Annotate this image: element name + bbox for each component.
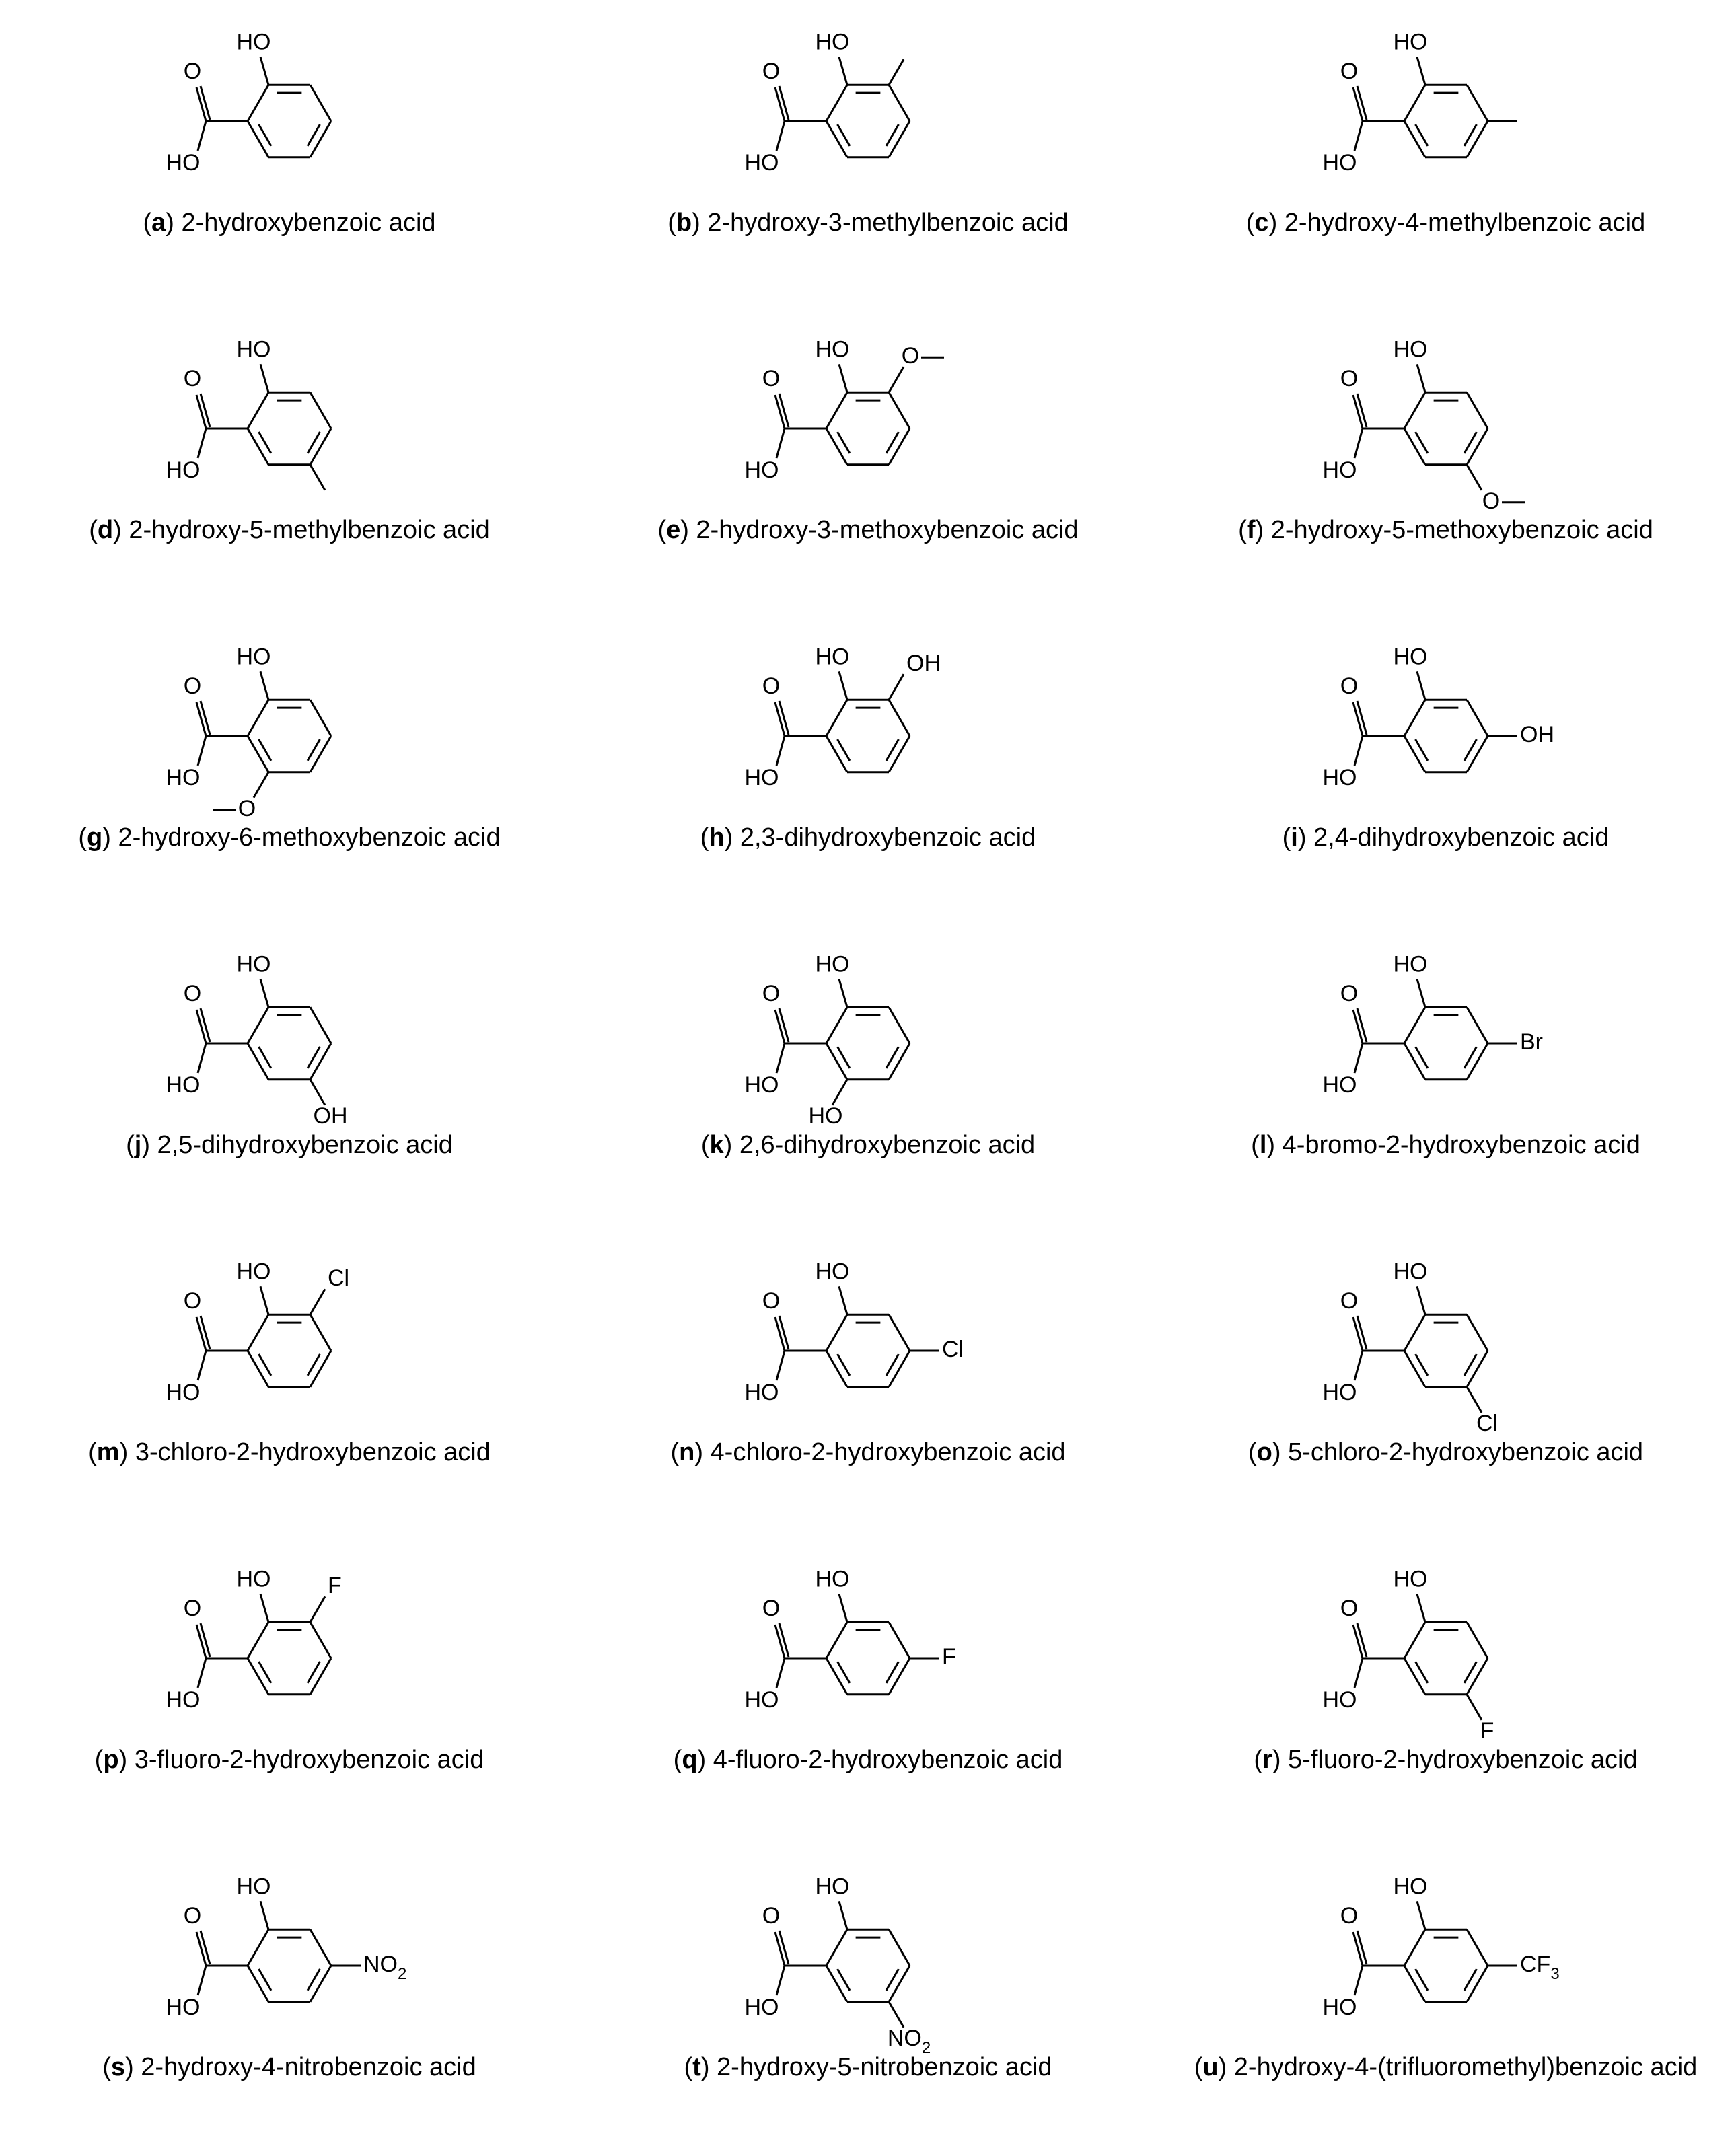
compound-letter: b: [676, 209, 692, 237]
carboxylic-oh-label: HO: [166, 1686, 201, 1713]
carbonyl-oxygen-label: O: [183, 1902, 202, 1929]
compound-label: (f) 2-hydroxy-5-methoxybenzoic acid: [1238, 516, 1653, 544]
compound-label: (u) 2-hydroxy-4-(trifluoromethyl)benzoic acid: [1194, 2053, 1698, 2081]
structure-m: [114, 1243, 464, 1445]
carbonyl-oxygen-label: O: [1340, 1288, 1358, 1314]
compound-name: 2-hydroxy-4-methylbenzoic acid: [1284, 209, 1646, 237]
compound-name: 2-hydroxy-4-nitrobenzoic acid: [141, 2053, 476, 2081]
hydroxyl-label: HO: [815, 1566, 850, 1592]
hydroxyl-label: HO: [1393, 951, 1427, 977]
structure-g: [114, 628, 464, 830]
compound-label: (o) 5-chloro-2-hydroxybenzoic acid: [1248, 1438, 1644, 1466]
hydroxyl-label: HO: [815, 336, 850, 363]
compound-letter: i: [1291, 823, 1298, 852]
compound-name: 2-hydroxy-3-methoxybenzoic acid: [696, 516, 1079, 544]
hydroxyl-label: HO: [1393, 644, 1427, 670]
carboxylic-oh-label: HO: [744, 457, 779, 483]
structure-k: [693, 936, 1043, 1138]
compound-name: 3-chloro-2-hydroxybenzoic acid: [135, 1438, 491, 1466]
structure-a: [114, 13, 464, 215]
compound-label: (t) 2-hydroxy-5-nitrobenzoic acid: [684, 2053, 1052, 2081]
carboxylic-oh-label: HO: [744, 1072, 779, 1098]
compound-letter: c: [1254, 209, 1269, 237]
hydroxyl-label: HO: [815, 951, 850, 977]
carboxylic-oh-label: HO: [1322, 1072, 1357, 1098]
carboxylic-oh-label: HO: [1322, 764, 1357, 790]
compound-label: (s) 2-hydroxy-4-nitrobenzoic acid: [102, 2053, 476, 2081]
carboxylic-oh-label: HO: [166, 1072, 201, 1098]
structure-i: [1271, 628, 1621, 830]
compound-label: (n) 4-chloro-2-hydroxybenzoic acid: [670, 1438, 1066, 1466]
structure-o: [1271, 1243, 1621, 1445]
hydroxyl-label: HO: [1393, 29, 1427, 55]
compound-letter: q: [682, 1746, 698, 1774]
structure-e: [693, 321, 1043, 523]
compound-g: [0, 615, 579, 922]
carbonyl-oxygen-label: O: [183, 1595, 202, 1621]
compound-letter: n: [679, 1438, 695, 1466]
carbonyl-oxygen-label: O: [1340, 1595, 1358, 1621]
compound-n: [579, 1230, 1157, 1537]
compound-k: [579, 922, 1157, 1230]
carboxylic-oh-label: HO: [166, 1379, 201, 1405]
hydroxyl-label: HO: [1393, 1259, 1427, 1285]
methoxy-oxygen-label: O: [1482, 488, 1500, 514]
hydroxyl-label: HO: [815, 1259, 850, 1285]
compound-label: (g) 2-hydroxy-6-methoxybenzoic acid: [78, 823, 501, 852]
compound-name: 2,4-dihydroxybenzoic acid: [1313, 823, 1610, 852]
compound-name: 3-fluoro-2-hydroxybenzoic acid: [134, 1746, 484, 1774]
substituent-label: $CF_3$: [1519, 1951, 1560, 1983]
compound-letter: j: [134, 1131, 142, 1159]
structure-q: [693, 1551, 1043, 1752]
compound-name: 4-chloro-2-hydroxybenzoic acid: [710, 1438, 1066, 1466]
structure-f: [1271, 321, 1621, 523]
structure-b: [693, 13, 1043, 215]
carboxylic-oh-label: HO: [166, 1994, 201, 2020]
compound-name: 5-chloro-2-hydroxybenzoic acid: [1288, 1438, 1644, 1466]
structure-u: [1271, 1858, 1621, 2060]
compound-label: (a) 2-hydroxybenzoic acid: [143, 209, 436, 237]
compound-u: [1157, 1845, 1734, 2152]
substituent-label: F: [328, 1573, 342, 1599]
carbonyl-oxygen-label: O: [762, 58, 781, 84]
compound-o: [1157, 1230, 1734, 1537]
compound-c: [1157, 0, 1734, 307]
compound-letter: t: [692, 2053, 701, 2081]
substituent-label: Br: [1519, 1029, 1543, 1055]
compound-d: [0, 307, 579, 615]
compound-name: 2-hydroxy-5-methoxybenzoic acid: [1270, 516, 1653, 544]
compound-letter: g: [87, 823, 103, 852]
compound-name: 2,5-dihydroxybenzoic acid: [157, 1131, 453, 1159]
compound-label: (l) 4-bromo-2-hydroxybenzoic acid: [1251, 1131, 1640, 1159]
carboxylic-oh-label: HO: [744, 1379, 779, 1405]
carboxylic-oh-label: HO: [1322, 1686, 1357, 1713]
compound-letter: m: [96, 1438, 120, 1466]
carbonyl-oxygen-label: O: [1340, 1902, 1358, 1929]
substituent-label: $NO_2$: [363, 1951, 407, 1983]
substituent-label: OH: [313, 1103, 348, 1129]
substituent-label: OH: [1519, 721, 1554, 747]
carbonyl-oxygen-label: O: [762, 980, 781, 1006]
compound-letter: k: [709, 1131, 724, 1159]
carboxylic-oh-label: HO: [166, 149, 201, 176]
hydroxyl-label: HO: [815, 1873, 850, 1900]
compound-name: 2-hydroxy-4-(trifluoromethyl)benzoic acid: [1233, 2053, 1698, 2081]
compound-h: [579, 615, 1157, 922]
hydroxyl-label: HO: [1393, 336, 1427, 363]
compound-letter: l: [1259, 1131, 1267, 1159]
compound-letter: a: [151, 209, 166, 237]
compound-i: [1157, 615, 1734, 922]
carbonyl-oxygen-label: O: [1340, 980, 1358, 1006]
compound-name: 2-hydroxy-3-methylbenzoic acid: [707, 209, 1069, 237]
hydroxyl-label: HO: [815, 644, 850, 670]
hydroxyl-label: HO: [236, 336, 271, 363]
carbonyl-oxygen-label: O: [762, 1902, 781, 1929]
substituent-label: Cl: [1476, 1410, 1498, 1436]
compound-l: [1157, 922, 1734, 1230]
carbonyl-oxygen-label: O: [762, 1595, 781, 1621]
compound-label: (e) 2-hydroxy-3-methoxybenzoic acid: [657, 516, 1079, 544]
compound-q: [579, 1537, 1157, 1845]
substituent-label: OH: [906, 650, 941, 677]
carbonyl-oxygen-label: O: [1340, 58, 1358, 84]
compound-name: 2,6-dihydroxybenzoic acid: [739, 1131, 1036, 1159]
structure-l: [1271, 936, 1621, 1138]
structure-j: [114, 936, 464, 1138]
hydroxyl-label: HO: [236, 644, 271, 670]
compound-b: [579, 0, 1157, 307]
carbonyl-oxygen-label: O: [183, 1288, 202, 1314]
compound-name: 2-hydroxy-5-nitrobenzoic acid: [717, 2053, 1052, 2081]
compound-label: (h) 2,3-dihydroxybenzoic acid: [700, 823, 1036, 852]
compound-label: (i) 2,4-dihydroxybenzoic acid: [1282, 823, 1610, 852]
compound-name: 2-hydroxy-6-methoxybenzoic acid: [118, 823, 501, 852]
hydroxyl-label: HO: [236, 1259, 271, 1285]
substituent-label: $NO_2$: [887, 2025, 931, 2057]
substituent-label: Cl: [942, 1336, 964, 1362]
carbonyl-oxygen-label: O: [762, 1288, 781, 1314]
carboxylic-oh-label: HO: [166, 457, 201, 483]
compound-name: 5-fluoro-2-hydroxybenzoic acid: [1288, 1746, 1638, 1774]
compound-name: 2,3-dihydroxybenzoic acid: [739, 823, 1036, 852]
compound-e: [579, 307, 1157, 615]
compound-name: 2-hydroxy-5-methylbenzoic acid: [129, 516, 490, 544]
structure-s: [114, 1858, 464, 2060]
compound-label: (d) 2-hydroxy-5-methylbenzoic acid: [89, 516, 490, 544]
hydroxyl-label: HO: [1393, 1873, 1427, 1900]
carbonyl-oxygen-label: O: [183, 365, 202, 392]
structure-r: [1271, 1551, 1621, 1752]
compound-f: [1157, 307, 1734, 615]
carbonyl-oxygen-label: O: [183, 673, 202, 699]
carboxylic-oh-label: HO: [1322, 1379, 1357, 1405]
carboxylic-oh-label: HO: [1322, 457, 1357, 483]
carbonyl-oxygen-label: O: [183, 58, 202, 84]
compound-letter: u: [1202, 2053, 1219, 2081]
carbonyl-oxygen-label: O: [1340, 365, 1358, 392]
compound-label: (q) 4-fluoro-2-hydroxybenzoic acid: [673, 1746, 1063, 1774]
compound-p: [0, 1537, 579, 1845]
carboxylic-oh-label: HO: [744, 1686, 779, 1713]
compound-name: 4-fluoro-2-hydroxybenzoic acid: [713, 1746, 1063, 1774]
compound-label: (j) 2,5-dihydroxybenzoic acid: [126, 1131, 453, 1159]
compound-r: [1157, 1537, 1734, 1845]
compound-j: [0, 922, 579, 1230]
compound-label: (r) 5-fluoro-2-hydroxybenzoic acid: [1254, 1746, 1638, 1774]
compound-name: 2-hydroxybenzoic acid: [181, 209, 436, 237]
compound-letter: r: [1262, 1746, 1272, 1774]
carboxylic-oh-label: HO: [1322, 1994, 1357, 2020]
compound-m: [0, 1230, 579, 1537]
compound-t: [579, 1845, 1157, 2152]
carboxylic-oh-label: HO: [166, 764, 201, 790]
structure-t: [693, 1858, 1043, 2060]
compound-label: (p) 3-fluoro-2-hydroxybenzoic acid: [94, 1746, 484, 1774]
carbonyl-oxygen-label: O: [762, 365, 781, 392]
compound-label: (c) 2-hydroxy-4-methylbenzoic acid: [1245, 209, 1646, 237]
compound-letter: d: [97, 516, 114, 544]
compound-letter: f: [1246, 516, 1256, 544]
hydroxyl-label: HO: [1393, 1566, 1427, 1592]
substituent-label: Cl: [328, 1265, 350, 1292]
carboxylic-oh-label: HO: [744, 1994, 779, 2020]
hydroxyl-label: HO: [815, 29, 850, 55]
carbonyl-oxygen-label: O: [1340, 673, 1358, 699]
substituent-label: F: [942, 1643, 956, 1670]
carboxylic-oh-label: HO: [1322, 149, 1357, 176]
compound-a: [0, 0, 579, 307]
carboxylic-oh-label: HO: [744, 149, 779, 176]
hydroxyl-label: HO: [236, 29, 271, 55]
compound-letter: o: [1256, 1438, 1272, 1466]
compound-label: (m) 3-chloro-2-hydroxybenzoic acid: [88, 1438, 491, 1466]
structure-h: [693, 628, 1043, 830]
methoxy-oxygen-label: O: [901, 343, 920, 369]
carbonyl-oxygen-label: O: [183, 980, 202, 1006]
compound-label: (k) 2,6-dihydroxybenzoic acid: [700, 1131, 1036, 1159]
structure-d: [114, 321, 464, 523]
compound-label: (b) 2-hydroxy-3-methylbenzoic acid: [667, 209, 1069, 237]
substituent-label: F: [1480, 1717, 1494, 1744]
structure-p: [114, 1551, 464, 1752]
substituent-label: HO: [808, 1103, 843, 1129]
compound-s: [0, 1845, 579, 2152]
compound-letter: e: [666, 516, 681, 544]
structure-c: [1271, 13, 1621, 215]
methoxy-oxygen-label: O: [238, 795, 256, 821]
hydroxyl-label: HO: [236, 951, 271, 977]
hydroxyl-label: HO: [236, 1566, 271, 1592]
structure-n: [693, 1243, 1043, 1445]
hydroxyl-label: HO: [236, 1873, 271, 1900]
compound-letter: s: [110, 2053, 126, 2081]
carboxylic-oh-label: HO: [744, 764, 779, 790]
compound-name: 4-bromo-2-hydroxybenzoic acid: [1282, 1131, 1640, 1159]
compound-letter: h: [709, 823, 725, 852]
compound-letter: p: [103, 1746, 119, 1774]
carbonyl-oxygen-label: O: [762, 673, 781, 699]
